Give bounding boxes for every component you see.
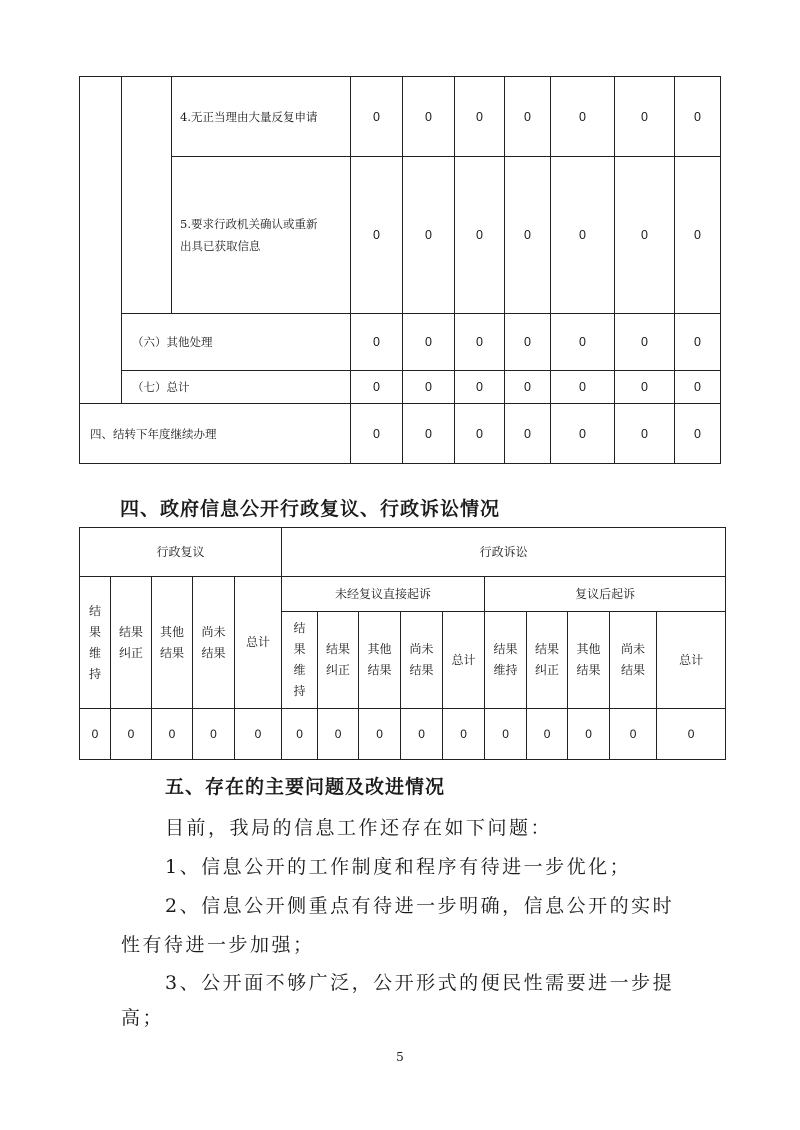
section-heading: 五、存在的主要问题及改进情况 xyxy=(165,776,446,798)
row-label-line: 出具已获取信息 xyxy=(180,239,261,253)
col-other xyxy=(568,612,610,709)
merged-subcategory-cell xyxy=(122,77,172,314)
paragraph-line: 1、信息公开的工作制度和程序有待进一步优化； xyxy=(165,856,632,878)
cell-value: 0 xyxy=(403,371,455,404)
header-line: 结果 xyxy=(493,642,518,656)
paragraph-line: 2、信息公开侧重点有待进一步明确，信息公开的实时 xyxy=(165,895,675,917)
header-direct-suit: 未经复议直接起诉 xyxy=(282,577,485,612)
row-label: 四、结转下年度继续办理 xyxy=(80,404,351,464)
col-corrected xyxy=(111,577,152,709)
header-line: 结果 xyxy=(367,663,392,677)
cell-value: 0 xyxy=(505,157,551,314)
cell-value: 0 xyxy=(610,709,657,760)
header-char: 维 xyxy=(293,663,306,677)
table-row xyxy=(80,157,721,314)
col-upheld xyxy=(80,577,111,709)
col-pending xyxy=(610,612,657,709)
header-line: 结果 xyxy=(535,642,560,656)
col-pending xyxy=(193,577,235,709)
cell-value: 0 xyxy=(403,157,455,314)
cell-value: 0 xyxy=(351,404,403,464)
header-line: 其他 xyxy=(576,642,601,656)
row-label-line: 5.要求行政机关确认或重新 xyxy=(180,217,318,231)
cell-value: 0 xyxy=(318,709,359,760)
table-header-row xyxy=(80,528,726,577)
header-line: 结果 xyxy=(576,663,601,677)
header-line: 结果 xyxy=(326,642,351,656)
cell-value: 0 xyxy=(675,157,721,314)
table-header-row xyxy=(80,577,726,612)
table-row xyxy=(80,404,721,464)
row-label: （六）其他处理 xyxy=(122,314,351,371)
page-number: 5 xyxy=(396,1050,404,1064)
paragraph-line: 高； xyxy=(121,1007,165,1029)
table-row xyxy=(80,77,721,157)
header-line: 其他 xyxy=(367,642,392,656)
header-line: 其他 xyxy=(159,624,184,639)
table-row xyxy=(80,371,721,404)
cell-value: 0 xyxy=(675,314,721,371)
cell-value: 0 xyxy=(455,404,505,464)
col-upheld xyxy=(282,612,318,709)
cell-value: 0 xyxy=(675,77,721,157)
cell-value: 0 xyxy=(443,709,485,760)
cell-value: 0 xyxy=(403,404,455,464)
table-row xyxy=(80,314,721,371)
cell-value: 0 xyxy=(527,709,568,760)
header-line: 尚未 xyxy=(409,642,434,656)
cell-value: 0 xyxy=(455,77,505,157)
cell-value: 0 xyxy=(282,709,318,760)
header-line: 纠正 xyxy=(118,645,143,660)
cell-value: 0 xyxy=(615,77,675,157)
header-char: 维 xyxy=(88,645,101,660)
cell-value: 0 xyxy=(615,371,675,404)
cell-value: 0 xyxy=(455,371,505,404)
header-line: 纠正 xyxy=(535,663,560,677)
header-line: 尚未 xyxy=(201,624,226,639)
header-litigation: 行政诉讼 xyxy=(282,528,726,577)
cell-value: 0 xyxy=(403,314,455,371)
cell-value: 0 xyxy=(505,77,551,157)
cell-value: 0 xyxy=(455,314,505,371)
cell-value: 0 xyxy=(675,404,721,464)
col-upheld xyxy=(485,612,527,709)
col-total: 总计 xyxy=(235,577,282,709)
paragraph-line: 3、公开面不够广泛，公开形式的便民性需要进一步提 xyxy=(165,972,675,994)
application-handling-table xyxy=(79,76,721,464)
header-char: 持 xyxy=(293,684,306,698)
header-line: 纠正 xyxy=(326,663,351,677)
cell-value: 0 xyxy=(505,404,551,464)
review-litigation-table xyxy=(79,527,726,760)
cell-value: 0 xyxy=(551,404,615,464)
cell-value: 0 xyxy=(551,157,615,314)
cell-value: 0 xyxy=(568,709,610,760)
cell-value: 0 xyxy=(455,157,505,314)
table-row xyxy=(80,709,726,760)
cell-value: 0 xyxy=(657,709,726,760)
row-label: （七）总计 xyxy=(122,371,351,404)
header-char: 持 xyxy=(88,666,101,681)
cell-value: 0 xyxy=(551,77,615,157)
cell-value: 0 xyxy=(615,157,675,314)
cell-value: 0 xyxy=(551,314,615,371)
cell-value: 0 xyxy=(351,314,403,371)
col-other xyxy=(359,612,401,709)
merged-category-cell xyxy=(80,77,122,404)
col-corrected xyxy=(527,612,568,709)
header-char: 果 xyxy=(88,624,101,639)
header-line: 维持 xyxy=(493,663,518,677)
paragraph-line: 目前，我局的信息工作还存在如下问题： xyxy=(165,817,553,839)
cell-value: 0 xyxy=(485,709,527,760)
col-other xyxy=(152,577,193,709)
cell-value: 0 xyxy=(359,709,401,760)
paragraph-line: 性有待进一步加强； xyxy=(121,934,315,956)
header-line: 结果 xyxy=(621,663,646,677)
cell-value: 0 xyxy=(675,371,721,404)
header-char: 结 xyxy=(293,621,306,635)
col-corrected xyxy=(318,612,359,709)
cell-value: 0 xyxy=(111,709,152,760)
cell-value: 0 xyxy=(615,314,675,371)
header-char: 果 xyxy=(293,642,306,656)
cell-value: 0 xyxy=(505,371,551,404)
col-total: 总计 xyxy=(657,612,726,709)
col-pending xyxy=(401,612,443,709)
cell-value: 0 xyxy=(80,709,111,760)
cell-value: 0 xyxy=(193,709,235,760)
cell-value: 0 xyxy=(401,709,443,760)
cell-value: 0 xyxy=(551,371,615,404)
row-label: 4.无正当理由大量反复申请 xyxy=(172,77,351,157)
cell-value: 0 xyxy=(351,157,403,314)
col-total: 总计 xyxy=(443,612,485,709)
cell-value: 0 xyxy=(152,709,193,760)
header-after-review: 复议后起诉 xyxy=(485,577,726,612)
header-line: 结果 xyxy=(409,663,434,677)
cell-value: 0 xyxy=(351,371,403,404)
header-line: 尚未 xyxy=(621,642,646,656)
header-line: 结果 xyxy=(118,624,143,639)
header-char: 结 xyxy=(88,603,101,618)
section-heading: 四、政府信息公开行政复议、行政诉讼情况 xyxy=(120,498,501,520)
cell-value: 0 xyxy=(615,404,675,464)
header-review: 行政复议 xyxy=(80,528,282,577)
cell-value: 0 xyxy=(351,77,403,157)
header-line: 结果 xyxy=(201,645,226,660)
cell-value: 0 xyxy=(403,77,455,157)
cell-value: 0 xyxy=(235,709,282,760)
cell-value: 0 xyxy=(505,314,551,371)
header-line: 结果 xyxy=(159,645,184,660)
row-label xyxy=(172,157,351,314)
